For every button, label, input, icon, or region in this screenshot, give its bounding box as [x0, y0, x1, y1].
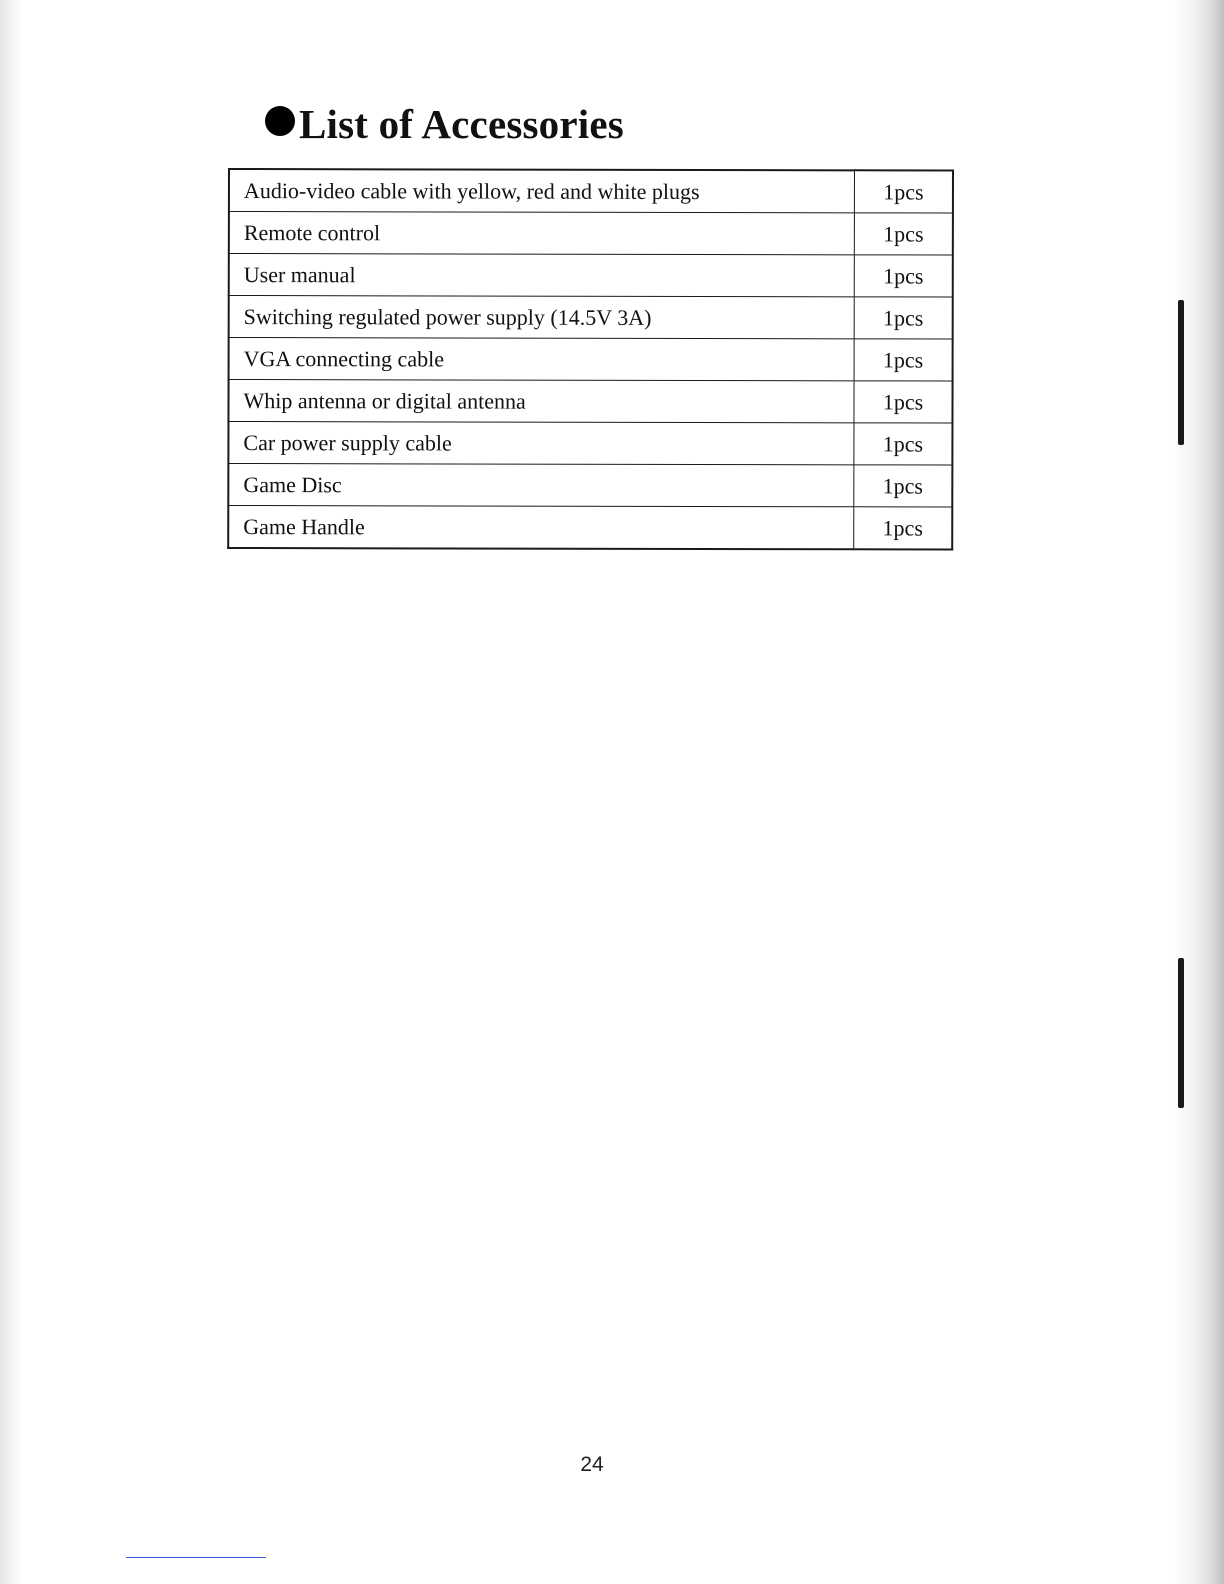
- accessory-name: Audio-video cable with yellow, red and white plugs: [229, 169, 855, 213]
- table-row: [228, 506, 952, 550]
- table-row: [228, 422, 952, 466]
- accessory-name: Game Handle: [228, 506, 854, 550]
- accessory-quantity: 1pcs: [854, 381, 953, 423]
- accessory-quantity: 1pcs: [854, 170, 953, 213]
- bullet-icon: [265, 106, 295, 136]
- table-row: [229, 212, 953, 256]
- accessory-quantity: 1pcs: [854, 297, 953, 339]
- page-number: 24: [580, 1453, 604, 1476]
- accessories-table: [227, 168, 954, 551]
- accessory-quantity: 1pcs: [854, 423, 953, 465]
- table-row: [229, 169, 953, 213]
- accessory-name: Whip antenna or digital antenna: [228, 380, 854, 423]
- footer-rule: [126, 1557, 266, 1558]
- heading-text: List of Accessories: [299, 101, 624, 147]
- accessory-name: Game Disc: [228, 464, 854, 507]
- page-left-edge: [0, 0, 22, 1584]
- table-row: [229, 338, 953, 382]
- accessory-name: Remote control: [229, 212, 855, 255]
- table-row: [229, 254, 953, 298]
- accessory-quantity: 1pcs: [854, 255, 953, 297]
- accessory-quantity: 1pcs: [854, 213, 953, 255]
- table-row: [229, 296, 953, 340]
- accessory-name: Car power supply cable: [228, 422, 854, 465]
- table-row: [228, 380, 952, 424]
- accessory-name: Switching regulated power supply (14.5V 3A): [229, 296, 855, 339]
- table-row: [228, 464, 952, 508]
- accessory-quantity: 1pcs: [854, 465, 953, 507]
- binding-mark: [1178, 300, 1184, 445]
- binding-mark: [1178, 958, 1184, 1108]
- page-binding-edge: [1172, 0, 1224, 1584]
- accessory-quantity: 1pcs: [854, 507, 953, 550]
- accessory-name: User manual: [229, 254, 855, 297]
- accessory-name: VGA connecting cable: [229, 338, 855, 381]
- accessory-quantity: 1pcs: [854, 339, 953, 381]
- section-heading: [265, 100, 624, 148]
